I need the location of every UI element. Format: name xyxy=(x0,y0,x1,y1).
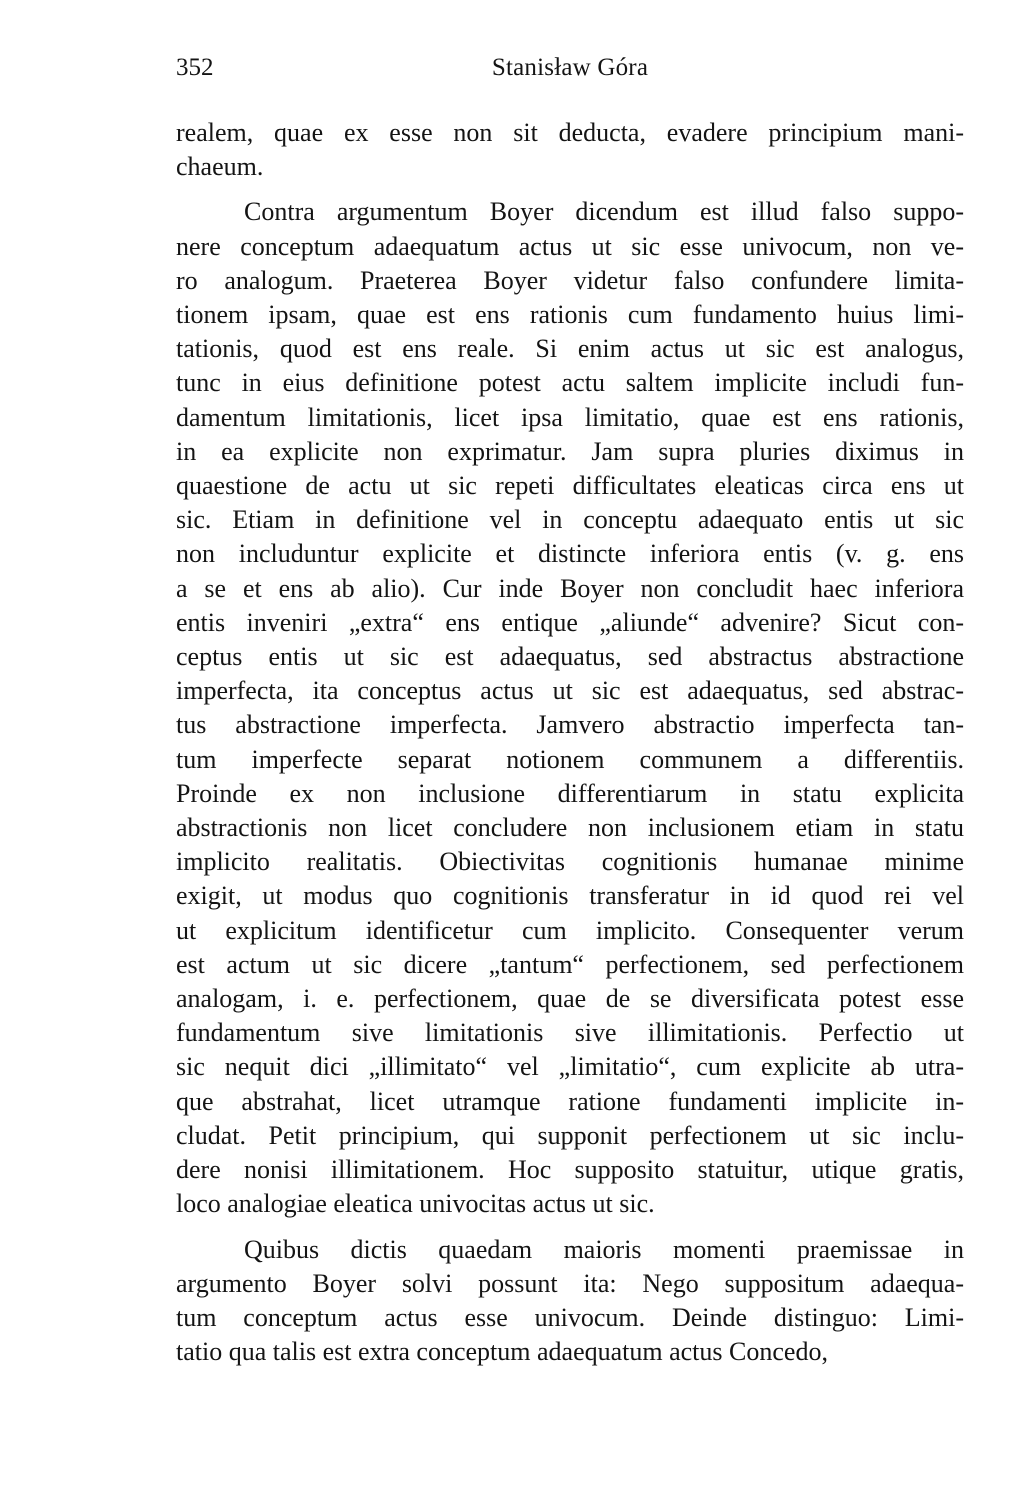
text-line: argumento Boyer solvi possunt ita: Nego suppositum adaequa- xyxy=(176,1268,964,1298)
text-line: loco analogiae eleatica univocitas actus ut sic. xyxy=(176,1189,655,1219)
text-line: implicito realitatis. Obiectivitas cognitionis humanae minime xyxy=(176,847,964,877)
text-line: exigit, ut modus quo cognitionis transferatur in id quod rei vel xyxy=(176,881,964,911)
text-line: que abstrahat, licet utramque ratione fundamenti implicite in- xyxy=(176,1086,964,1116)
text-line: in ea explicite non exprimatur. Jam supra pluries diximus in xyxy=(176,436,964,466)
paragraph xyxy=(176,1233,964,1370)
text-line: est actum ut sic dicere „tantum“ perfectionem, sed perfectionem xyxy=(176,949,964,979)
text-line: ceptus entis ut sic est adaequatus, sed abstractus abstractione xyxy=(176,642,964,672)
text-line: a se et ens ab alio). Cur inde Boyer non concludit haec inferiora xyxy=(176,573,964,603)
page-number: 352 xyxy=(176,54,214,81)
text-line: tus abstractione imperfecta. Jamvero abstractio imperfecta tan- xyxy=(176,710,964,740)
text-line: tunc in eius definitione potest actu saltem implicite includi fun- xyxy=(176,368,964,398)
text-line: tationis, quod est ens reale. Si enim actus ut sic est analogus, xyxy=(176,334,964,364)
text-line: tum imperfecte separat notionem communem a differentiis. xyxy=(176,744,964,774)
text-line: fundamentum sive limitationis sive illimitationis. Perfectio ut xyxy=(176,1018,964,1048)
text-line: imperfecta, ita conceptus actus ut sic est adaequatus, sed abstrac- xyxy=(176,676,964,706)
text-line: ro analogum. Praeterea Boyer videtur falso confundere limita- xyxy=(176,265,964,295)
text-line: dere nonisi illimitationem. Hoc supposito statuitur, utique gratis, xyxy=(176,1155,964,1185)
text-line: chaeum. xyxy=(176,152,264,182)
text-line: Quibus dictis quaedam maioris momenti praemissae in xyxy=(244,1234,964,1264)
text-line: analogam, i. e. perfectionem, quae de se diversificata potest esse xyxy=(176,984,964,1014)
text-line: Contra argumentum Boyer dicendum est illud falso suppo- xyxy=(244,197,964,227)
text-line: damentum limitationis, licet ipsa limitatio, quae est ens rationis, xyxy=(176,402,964,432)
text-line: sic nequit dici „illimitato“ vel „limitatio“, cum explicite ab utra- xyxy=(176,1052,964,1082)
page-header xyxy=(176,48,964,88)
text-line: realem, quae ex esse non sit deducta, evadere principium mani- xyxy=(176,118,964,147)
text-line: Proinde ex non inclusione differentiarum in statu explicita xyxy=(176,778,964,808)
text-line: sic. Etiam in definitione vel in conceptu adaequato entis ut sic xyxy=(176,505,964,535)
text-line: abstractionis non licet concludere non inclusionem etiam in statu xyxy=(176,813,964,843)
text-line: ut explicitum identificetur cum implicito. Consequenter verum xyxy=(176,915,964,945)
body-text xyxy=(176,116,964,1369)
text-line: tum conceptum actus esse univocum. Deinde distinguo: Limi- xyxy=(176,1302,964,1332)
text-line: non includuntur explicite et distincte inferiora entis (v. g. ens xyxy=(176,539,964,569)
paragraph xyxy=(176,116,964,184)
text-line: tionem ipsam, quae est ens rationis cum fundamento huius limi- xyxy=(176,300,964,330)
paragraph xyxy=(176,195,964,1221)
running-head: Stanisław Góra xyxy=(491,54,649,81)
text-line: nere conceptum adaequatum actus ut sic esse univocum, non ve- xyxy=(176,231,964,261)
text-line: tatio qua talis est extra conceptum adaequatum actus Concedo, xyxy=(176,1337,828,1367)
text-line: cludat. Petit principium, qui supponit perfectionem ut sic inclu- xyxy=(176,1120,964,1150)
text-line: entis inveniri „extra“ ens entique „aliunde“ advenire? Sicut con- xyxy=(176,607,964,637)
text-line: quaestione de actu ut sic repeti difficultates eleaticas circa ens ut xyxy=(176,471,964,501)
